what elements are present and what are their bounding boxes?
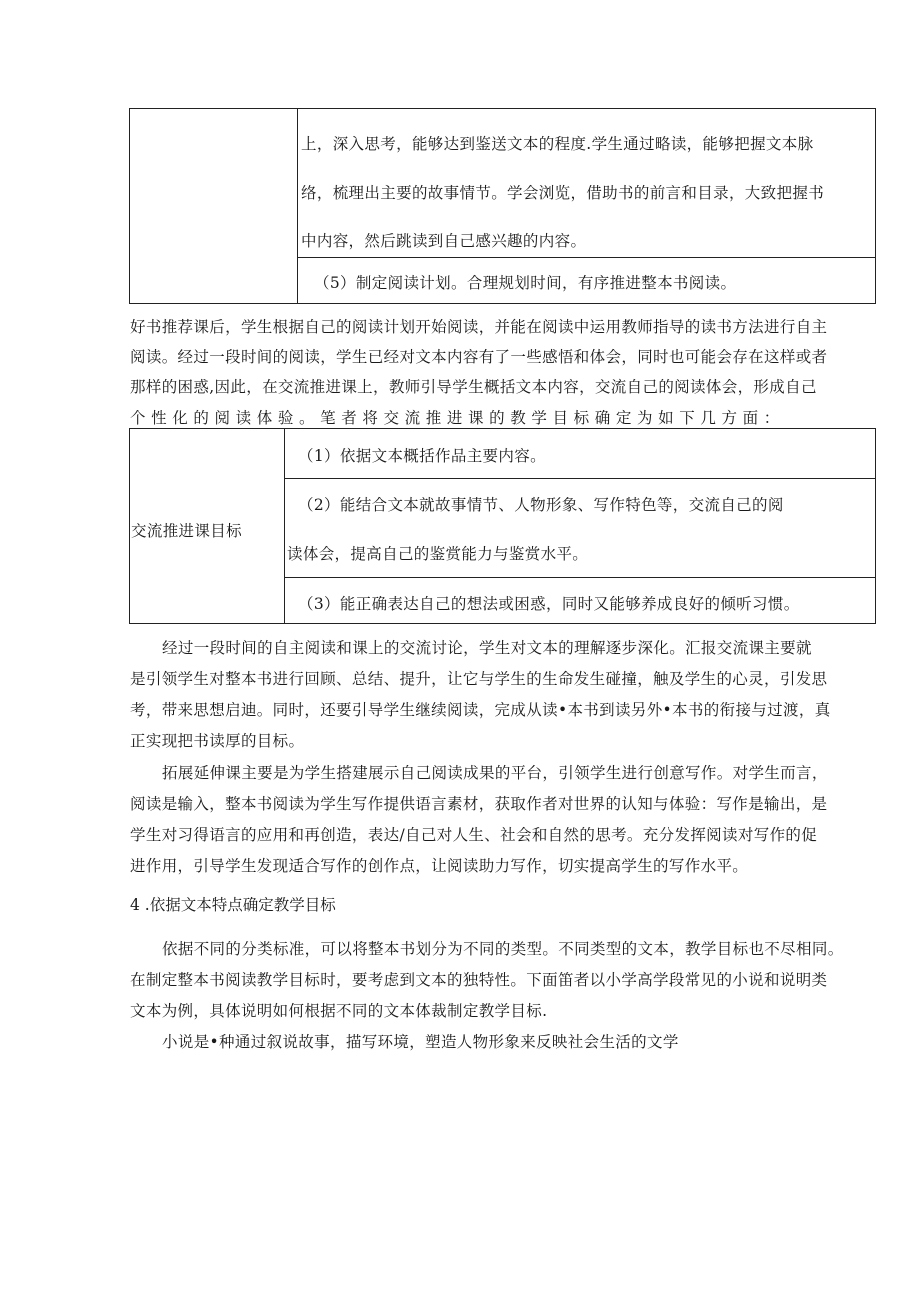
paragraph-line: 阅读。经过一段时间的阅读，学生已经对文本内容有了一些感悟和体会，同时也可能会存在这样或者	[130, 348, 828, 366]
table2-column-divider	[284, 428, 285, 624]
paragraph-line: 文本为例，具体说明如何根据不同的文本体裁制定教学目标.	[130, 1002, 548, 1020]
paragraph-line: 正实现把书读厚的目标。	[130, 732, 305, 750]
paragraph-line: 在制定整本书阅读教学目标时，要考虑到文本的独特性。下面笛者以小学高学段常见的小说和说明类	[130, 971, 828, 989]
paragraph-line: 经过一段时间的自主阅读和课上的交流讨论，学生对文本的理解逐步深化。汇报交流课主要就	[162, 639, 812, 657]
table2-item-2-line: （2）能结合文本就故事情节、人物形象、写作特色等，交流自己的阅	[298, 496, 784, 514]
paragraph-line: 那样的困惑,因此，在交流推进课上，教师引导学生概括文本内容，交流自己的阅读体会，形成自己	[130, 378, 817, 396]
paragraph-line: 进作用，引导学生发现适合写作的创作点，让阅读助力写作，切实提高学生的写作水平。	[130, 857, 749, 875]
table2-label: 交流推进课目标	[131, 522, 242, 540]
paragraph-line: 拓展延伸课主要是为学生搭建展示自己阅读成果的平台，引领学生进行创意写作。对学生而言，	[162, 764, 828, 782]
paragraph-line: 阅读是输入，整本书阅读为学生写作提供语言素材，获取作者对世界的认知与体验：写作是输出，是	[130, 795, 828, 813]
section-heading: 4 .依据文本特点确定教学目标	[130, 896, 336, 914]
paragraph-line: 小说是•种通过叙说故事，描写环境，塑造人物形象来反映社会生活的文学	[162, 1033, 679, 1051]
paragraph-line: 个 性 化 的 阅 读 体 验 。 笔 者 将 交 流 推 进 课 的 教 学 目 标 确 定 为 如 下 几 方 面 ：	[130, 409, 780, 427]
table2-item-2-line: 读体会，提高自己的鉴赏能力与鉴赏水平。	[287, 545, 589, 563]
table1-text-line: 中内容，然后跳读到自己感兴趣的内容。	[301, 232, 587, 250]
table1-column-divider	[297, 108, 298, 304]
table2-item-1: （1）依据文本概括作品主要内容。	[298, 447, 546, 465]
paragraph-line: 依据不同的分类标准，可以将整本书划分为不同的类型。不同类型的文本，教学目标也不尽相同。	[162, 940, 844, 958]
table1-text-line: 上，深入思考，能够达到鉴送文本的程度.学生通过略读，能够把握文本脉	[301, 135, 814, 153]
table1-row-divider	[297, 257, 876, 258]
paragraph-line: 学生对习得语言的应用和再创造，表达/自己对人生、社会和自然的思考。充分发挥阅读对写作的促	[130, 826, 818, 844]
paragraph-line: 考，带来思想启迪。同时，还要引导学生继续阅读，完成从读•本书到读另外•本书的衔接与过渡，真	[130, 701, 831, 719]
paragraph-line: 是引领学生对整本书进行回顾、总结、提升，让它与学生的生命发生碰撞，触及学生的心灵，引发思	[130, 670, 828, 688]
table2-item-3: （3）能正确表达自己的想法或困惑，同时又能够养成良好的倾听习惯。	[298, 595, 800, 613]
table1-item-5: （5）制定阅读计划。合理规划时间，有序推进整本书阅读。	[314, 274, 737, 292]
table2-row-divider	[284, 478, 876, 479]
table2-row-divider	[284, 577, 876, 578]
paragraph-line: 好书推荐课后，学生根据自己的阅读计划开始阅读，并能在阅读中运用教师指导的读书方法进行自主	[130, 318, 828, 336]
table1-text-line: 络，梳理出主要的故事情节。学会浏览，借助书的前言和目录，大致把握书	[301, 184, 825, 202]
